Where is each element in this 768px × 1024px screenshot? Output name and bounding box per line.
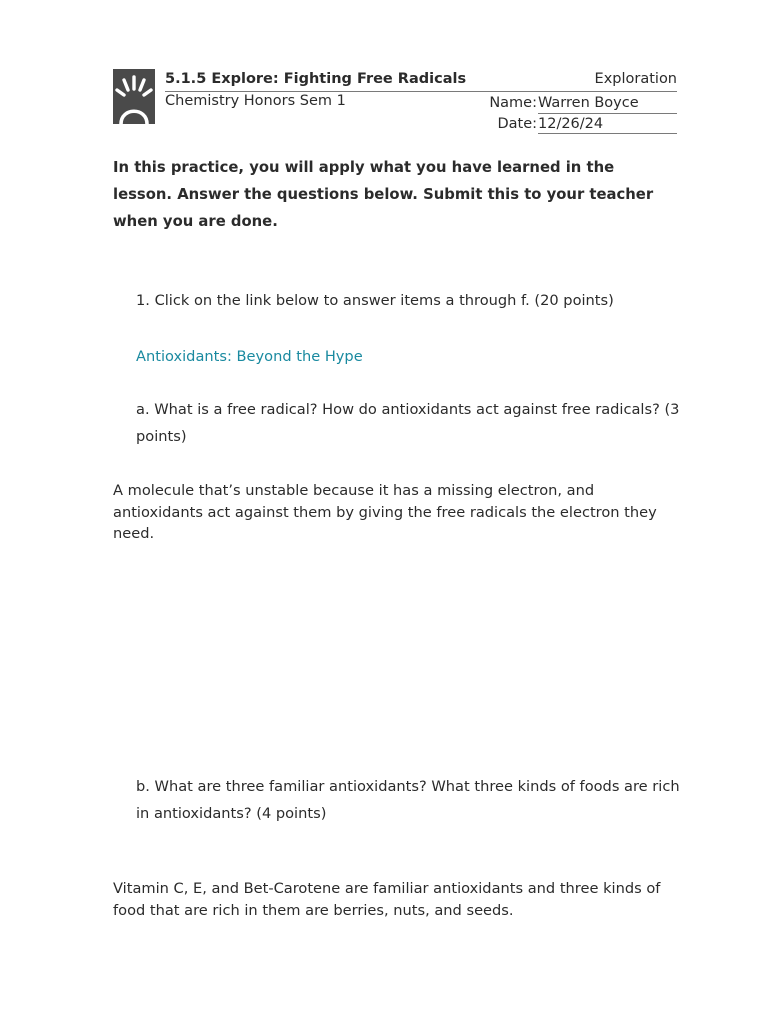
question-a: a. What is a free radical? How do antioxidants act against free radicals? (3 points) (136, 401, 680, 445)
answer-a: A molecule that’s unstable because it has a missing electron, and antioxidants act against them by giving the free radicals the electron they need. (113, 482, 657, 542)
question-b: b. What are three familiar antioxidants? What three kinds of foods are rich in antioxidants? (4 points) (136, 778, 680, 822)
question-1: 1. Click on the link below to answer items a through f. (20 points) (136, 292, 614, 309)
date-underline (538, 133, 677, 134)
document-type: Exploration (594, 71, 677, 87)
intro-instructions: In this practice, you will apply what you have learned in the lesson. Answer the questions below. Submit this to your teacher when you are done. (113, 159, 654, 230)
title-underline (165, 91, 677, 92)
course-name: Chemistry Honors Sem 1 (165, 93, 346, 109)
answer-b: Vitamin C, E, and Bet-Carotene are familiar antioxidants and three kinds of food that are rich in them are berries, nuts, and seeds. (113, 880, 661, 919)
date-label: Date: (497, 116, 537, 132)
name-label: Name: (489, 95, 537, 111)
lightbulb-logo-icon (113, 69, 155, 124)
document-title: 5.1.5 Explore: Fighting Free Radicals (165, 71, 467, 87)
name-value: Warren Boyce (538, 95, 639, 111)
date-value: 12/26/24 (538, 116, 604, 132)
name-underline (538, 113, 677, 114)
antioxidants-article-link[interactable]: Antioxidants: Beyond the Hype (136, 348, 363, 365)
